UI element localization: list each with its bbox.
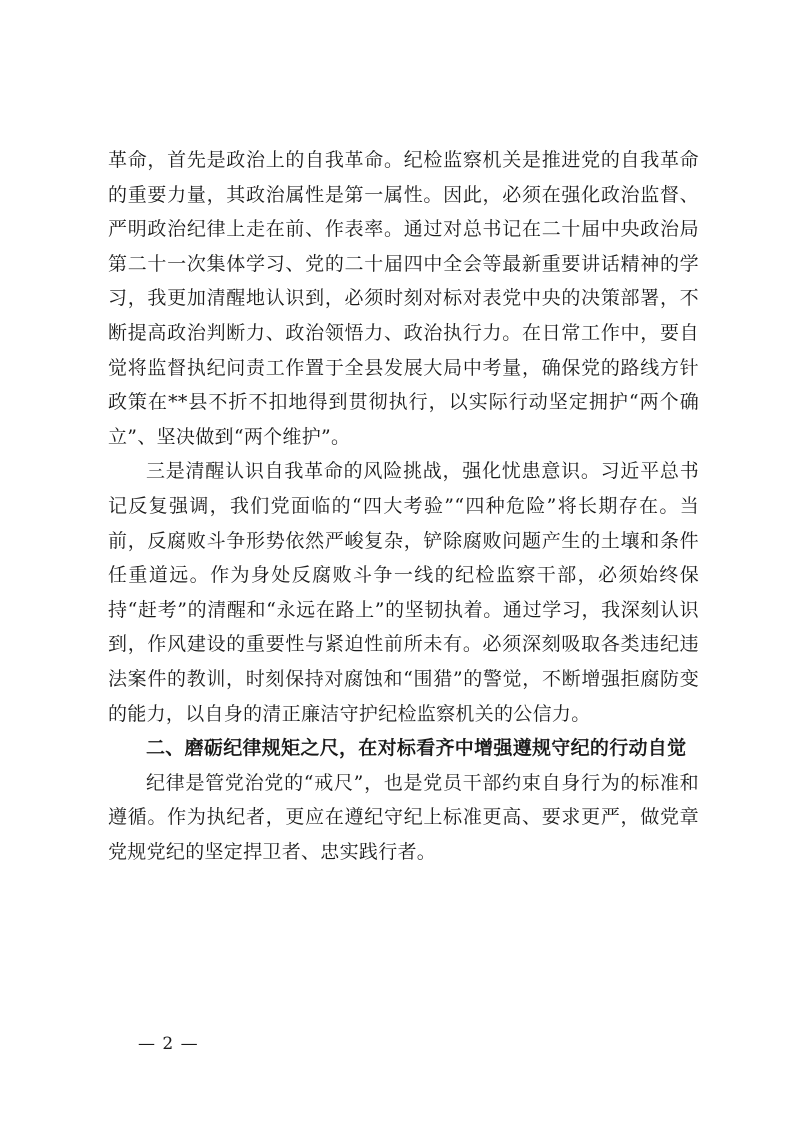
- paragraph-discipline: 纪律是管党治党的“戒尺”，也是党员干部约束自身行为的标准和遵循。作为执纪者，更应在遵纪守纪上标准更高、要求更严，做党章党规党纪的坚定捍卫者、忠实践行者。: [108, 771, 699, 863]
- document-body: [108, 143, 699, 869]
- page-number: — 2 —: [138, 1034, 199, 1054]
- paragraph-continuation: 革命，首先是政治上的自我革命。纪检监察机关是推进党的自我革命的重要力量，其政治属性是第一属性。因此，必须在强化政治监督、严明政治纪律上走在前、作表率。通过对总书记在二十届中央政治局第二十一次集体学习、党的二十届四中全会等最新重要讲话精神的学习，我更加清醒地认识到，必须时刻对标对表党中央的决策部署，不断提高政治判断力、政治领悟力、政治执行力。在日常工作中，要自觉将监督执纪问责工作置于全县发展大局中考量，确保党的路线方针政策在**县不折不扣地得到贯彻执行，以实际行动坚定拥护“两个确立”、坚决做到“两个维护”。: [108, 149, 699, 448]
- paragraph-point-three: 三是清醒认识自我革命的风险挑战，强化忧患意识。习近平总书记反复强调，我们党面临的“四大考验”“四种危险”将长期存在。当前，反腐败斗争形势依然严峻复杂，铲除腐败问题产生的土壤和条件任重道远。作为身处反腐败斗争一线的纪检监察干部，必须始终保持“赶考”的清醒和“永远在路上”的坚韧执着。通过学习，我深刻认识到，作风建设的重要性与紧迫性前所未有。必须深刻吸取各类违纪违法案件的教训，时刻保持对腐蚀和“围猎”的警觉，不断增强拒腐防变的能力，以自身的清正廉洁守护纪检监察机关的公信力。: [108, 460, 699, 725]
- section-heading-two: 二、磨砺纪律规矩之尺，在对标看齐中增强遵规守纪的行动自觉: [146, 737, 687, 760]
